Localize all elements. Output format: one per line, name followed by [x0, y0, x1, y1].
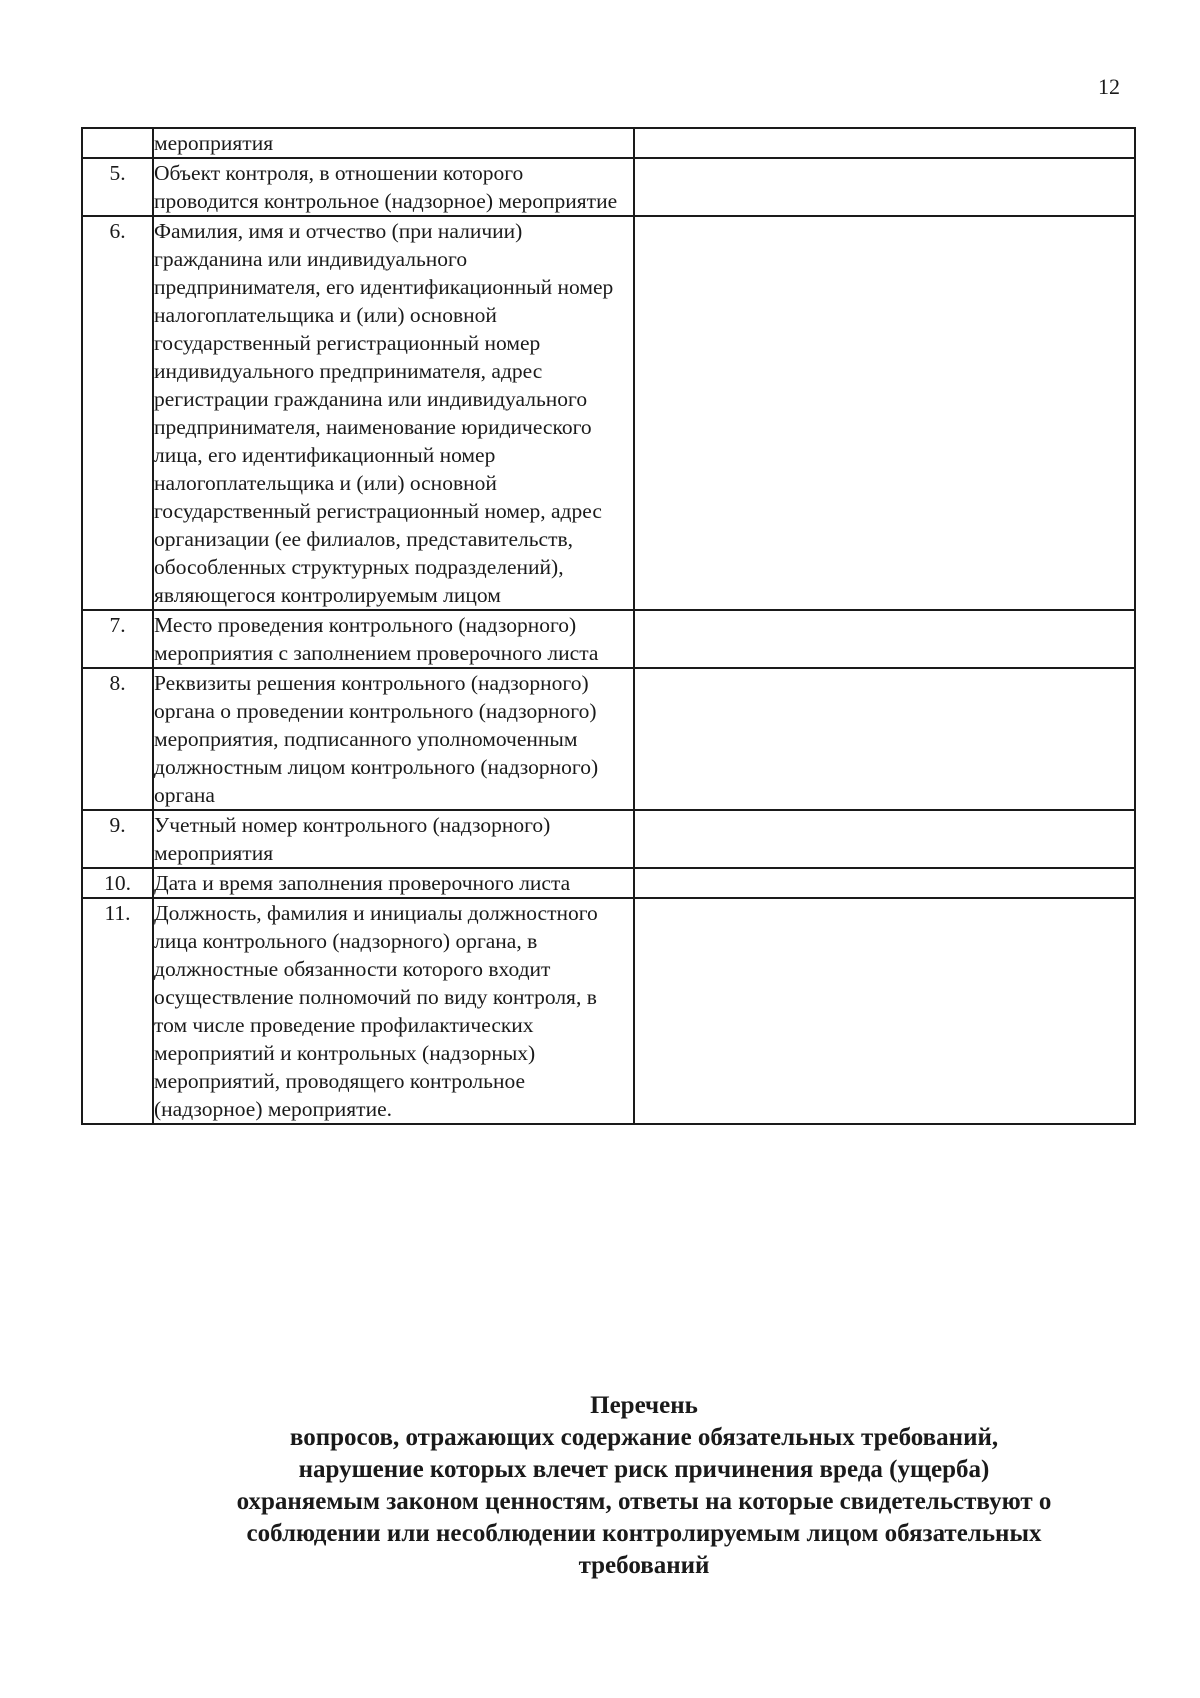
row-label: Фамилия, имя и отчество (при наличии) гражданина или индивидуального предпринимателя, его идентификационный номер налогоплательщика и (или) основной государственный регистрационный номер индивидуального предпринимателя, адрес регистрации гражданина или индивидуального предпринимателя, наименование юридического лица, его идентификационный номер налогоплательщика и (или) основной государственный регистрационный номер, адрес организации (ее филиалов, представительств, обособленных структурных подразделений), являющегося контролируемым лицом	[153, 216, 634, 610]
heading-line: нарушение которых влечет риск причинения вреда (ущерба)	[298, 1456, 990, 1483]
table-row	[82, 128, 1135, 158]
row-value	[634, 128, 1135, 158]
checklist-details-table	[81, 127, 1136, 1125]
row-number: 9.	[82, 810, 153, 868]
table-row	[82, 810, 1135, 868]
row-number	[82, 128, 153, 158]
table-row	[82, 158, 1135, 216]
row-value	[634, 668, 1135, 810]
row-number: 10.	[82, 868, 153, 898]
page-number: 12	[1098, 74, 1120, 99]
heading-line: требований	[578, 1552, 710, 1579]
row-value	[634, 868, 1135, 898]
row-label: мероприятия	[153, 128, 634, 158]
row-value	[634, 810, 1135, 868]
row-value	[634, 898, 1135, 1124]
table-row	[82, 868, 1135, 898]
table-row	[82, 216, 1135, 610]
row-label: Учетный номер контрольного (надзорного) мероприятия	[153, 810, 634, 868]
row-value	[634, 158, 1135, 216]
table-row	[82, 668, 1135, 810]
row-label: Место проведения контрольного (надзорного) мероприятия с заполнением проверочного листа	[153, 610, 634, 668]
row-label: Дата и время заполнения проверочного листа	[153, 868, 634, 898]
heading-line: охраняемым законом ценностям, ответы на которые свидетельствуют о	[236, 1488, 1052, 1515]
row-value	[634, 610, 1135, 668]
row-value	[634, 216, 1135, 610]
heading-line: вопросов, отражающих содержание обязательных требований,	[289, 1424, 999, 1451]
row-number: 5.	[82, 158, 153, 216]
section-heading	[0, 1390, 1200, 1582]
row-label: Должность, фамилия и инициалы должностного лица контрольного (надзорного) органа, в должностные обязанности которого входит осуществление полномочий по виду контроля, в том числе проведение профилактических мероприятий и контрольных (надзорных) мероприятий, проводящего контрольное (надзорное) мероприятие.	[153, 898, 634, 1124]
row-label: Объект контроля, в отношении которого проводится контрольное (надзорное) мероприятие	[153, 158, 634, 216]
heading-line: Перечень	[590, 1392, 698, 1419]
table-row	[82, 610, 1135, 668]
row-number: 8.	[82, 668, 153, 810]
row-label: Реквизиты решения контрольного (надзорного) органа о проведении контрольного (надзорного) мероприятия, подписанного уполномоченным должностным лицом контрольного (надзорного) органа	[153, 668, 634, 810]
heading-line: соблюдении или несоблюдении контролируемым лицом обязательных	[246, 1520, 1042, 1547]
table-row	[82, 898, 1135, 1124]
row-number: 7.	[82, 610, 153, 668]
row-number: 11.	[82, 898, 153, 1124]
row-number: 6.	[82, 216, 153, 610]
